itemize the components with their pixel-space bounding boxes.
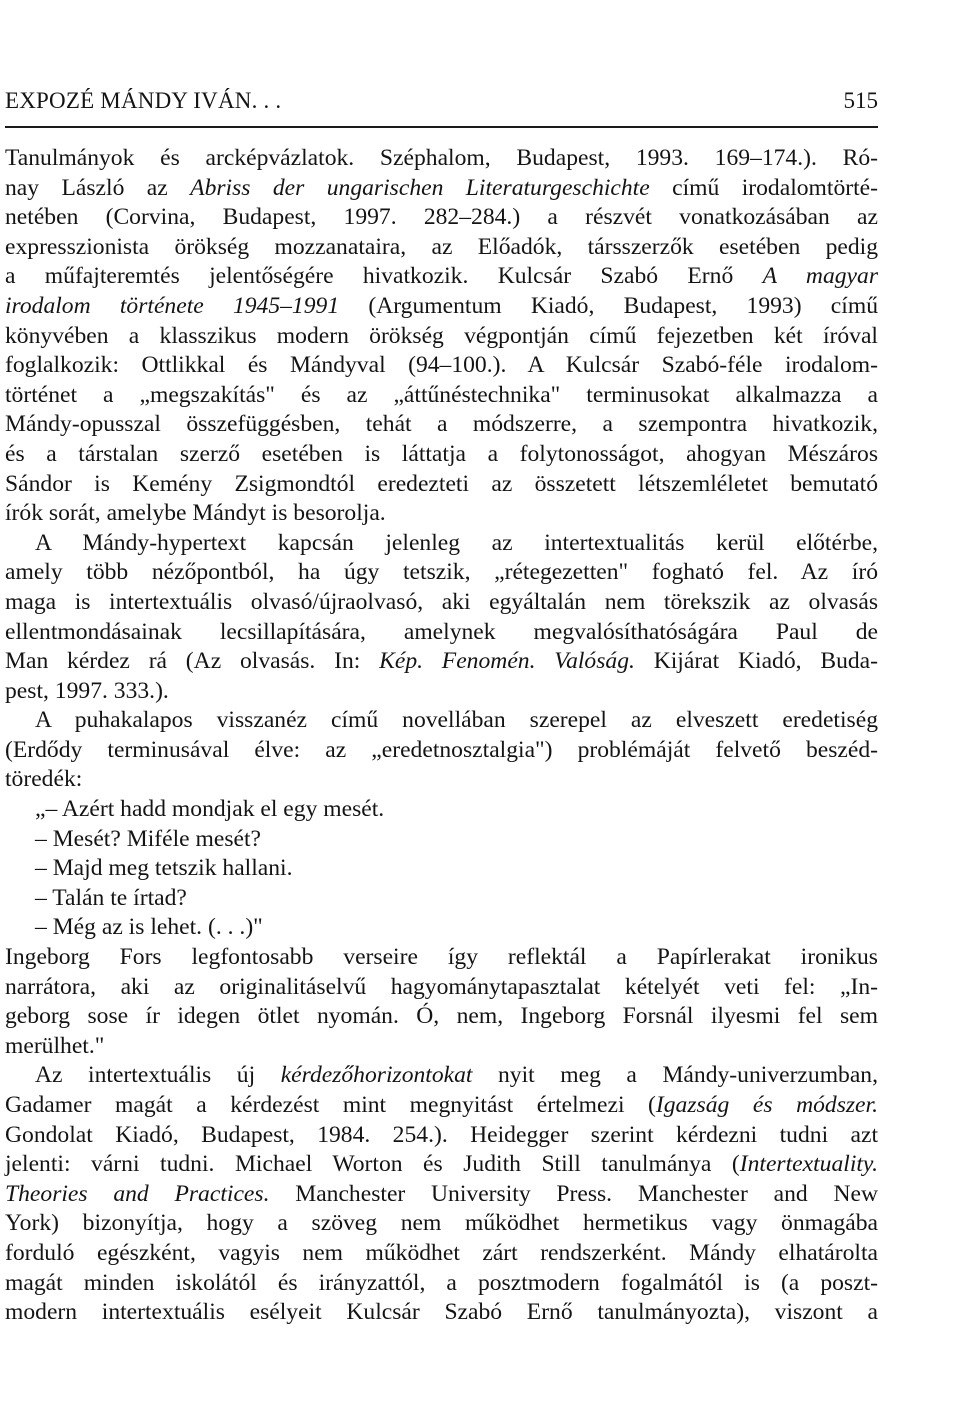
text-run: Sándor is Kemény Zsigmondtól eredezteti az összetett létszemléletet bemutató xyxy=(5,470,878,497)
text-run: történet a „megszakítás" és az „áttűnéstechnika" terminusokat alkalmazza a xyxy=(5,381,878,408)
text-run: Mándy-opusszal összefüggésben, tehát a módszerre, a szempontra hivatkozik, xyxy=(5,411,878,438)
text-line xyxy=(5,1061,878,1091)
text-line xyxy=(5,765,878,795)
text-line xyxy=(5,677,878,707)
dialogue-line: – Mesét? Miféle mesét? xyxy=(35,825,262,852)
text-line xyxy=(5,973,878,1003)
text-run: Man kérdez rá (Az olvasás. In: xyxy=(5,648,380,675)
text-run: A puhakalapos visszanéz című novellában szerepel az elveszett eredetiség xyxy=(35,707,878,734)
text-run: pest, 1997. 333.). xyxy=(5,677,169,704)
text-run: és a társtalan szerző esetében is láttatja a folytonosságot, ahogyan Mészáros xyxy=(5,440,878,467)
text-line xyxy=(5,943,878,973)
text-line xyxy=(5,588,878,618)
text-run: Ingeborg Fors legfontosabb verseire így reflektál a Papírlerakat ironikus xyxy=(5,944,878,971)
text-run: nyit meg a Mándy-univerzumban, xyxy=(472,1062,879,1089)
text-run: című irodalomtörté- xyxy=(649,174,878,201)
text-line xyxy=(5,558,878,588)
dialogue-quote xyxy=(5,795,878,943)
text-run: Manchester University Press. Manchester and New xyxy=(269,1180,878,1207)
text-line xyxy=(5,470,878,500)
dialogue-line: „– Azért hadd mondjak el egy mesét. xyxy=(35,796,385,823)
text-run: modern intertextuális esélyeit Kulcsár Szabó Ernő tanulmányozta), viszont a xyxy=(5,1299,878,1326)
text-line xyxy=(5,1209,878,1239)
running-header xyxy=(5,86,878,116)
paragraph xyxy=(5,144,878,529)
dialogue-line: – Talán te írtad? xyxy=(35,884,187,911)
text-line xyxy=(5,1121,878,1151)
text-line xyxy=(5,499,878,529)
text-line xyxy=(5,1150,878,1180)
text-run: Gadamer magát a kérdezést mint megnyitást értelmezi ( xyxy=(5,1092,656,1118)
text-line xyxy=(5,736,878,766)
text-line xyxy=(5,1180,878,1210)
italic-text: Theories and Practices. xyxy=(5,1180,270,1207)
italic-text: Intertextuality. xyxy=(739,1151,878,1178)
text-line xyxy=(5,647,878,677)
text-run: geborg sose ír idegen ötlet nyomán. Ó, nem, Ingeborg Forsnál ilyesmi fel sem xyxy=(5,1003,878,1030)
text-line xyxy=(5,1239,878,1269)
text-run: Gondolat Kiadó, Budapest, 1984. 254.). Heidegger szerint kérdezni tudni azt xyxy=(5,1121,878,1148)
text-line xyxy=(5,381,878,411)
italic-text: A magyar xyxy=(762,263,878,290)
text-run: Az intertextuális új xyxy=(35,1062,281,1089)
text-line xyxy=(5,440,878,470)
text-run: A Mándy-hypertext kapcsán jelenleg az intertextualitás kerül előtérbe, xyxy=(35,529,878,556)
text-run: töredék: xyxy=(5,766,83,793)
text-line xyxy=(5,144,878,174)
italic-text: Igazság és módszer. xyxy=(655,1092,878,1118)
text-run: foglalkozik: Ottlikkal és Mándyval (94–100.). A Kulcsár Szabó-féle irodalom- xyxy=(5,352,878,379)
text-line xyxy=(5,322,878,352)
text-run: (Argumentum Kiadó, Budapest, 1993) című xyxy=(339,292,878,319)
italic-text: Kép. Fenomén. Valóság. xyxy=(379,648,635,675)
body-text xyxy=(5,144,878,1328)
text-run: maga is intertextuális olvasó/újraolvasó, aki egyáltalán nem törekszik az olvasás xyxy=(5,588,878,615)
text-line xyxy=(5,618,878,648)
text-run: ellentmondásainak lecsillapítására, amelynek megvalósíthatóságára Paul de xyxy=(5,618,878,645)
text-run: nay László az xyxy=(5,174,191,201)
text-line xyxy=(5,1032,878,1062)
text-run: könyvében a klasszikus modern örökség végpontján című fejezetben két íróval xyxy=(5,322,878,349)
text-run: netében (Corvina, Budapest, 1997. 282–284.) a részvét vonatkozásában az xyxy=(5,204,878,231)
dialogue-line: – Majd meg tetszik hallani. xyxy=(35,855,293,882)
text-line xyxy=(5,410,878,440)
text-line xyxy=(5,529,878,559)
paragraph xyxy=(5,943,878,1061)
running-title: EXPOZÉ MÁNDY IVÁN. . . xyxy=(5,88,282,113)
text-line xyxy=(5,1091,878,1121)
text-line xyxy=(5,1002,878,1032)
text-line xyxy=(5,351,878,381)
text-run: forduló egészként, vagyis nem működhet zárt rendszerként. Mándy elhatárolta xyxy=(5,1239,878,1266)
italic-text: irodalom története 1945–1991 xyxy=(5,292,340,319)
paragraph xyxy=(5,529,878,707)
header-rule xyxy=(5,126,878,128)
text-run: narrátora, aki az originalitáselvű hagyománytapasztalat kételyét veti fel: „In- xyxy=(5,973,878,1000)
text-line xyxy=(5,706,878,736)
text-run: a műfajteremtés jelentőségére hivatkozik. Kulcsár Szabó Ernő xyxy=(5,263,763,290)
italic-text: kérdezőhorizontokat xyxy=(280,1062,473,1089)
text-run: amely több nézőpontból, ha úgy tetszik, „rétegezetten" fogható fel. Az író xyxy=(5,559,878,586)
text-line xyxy=(5,203,878,233)
text-run: merülhet." xyxy=(5,1032,105,1059)
page-number: 515 xyxy=(843,88,878,113)
text-line xyxy=(5,233,878,263)
text-line xyxy=(5,1298,878,1328)
italic-text: Abriss der ungarischen Literaturgeschichte xyxy=(190,174,650,201)
paragraph xyxy=(5,706,878,795)
text-run: expresszionista örökség mozzanataira, az Előadók, társszerzők esetében pedig xyxy=(5,233,878,260)
dialogue-line: – Még az is lehet. (. . .)" xyxy=(35,914,263,941)
text-line xyxy=(5,174,878,204)
text-run: York) bizonyítja, hogy a szöveg nem működhet hermetikus vagy önmagába xyxy=(5,1210,878,1237)
text-run: jelenti: várni tudni. Michael Worton és Judith Still tanulmánya ( xyxy=(5,1151,740,1178)
text-line xyxy=(5,262,878,292)
text-line xyxy=(5,292,878,322)
text-run: írók sorát, amelybe Mándyt is besorolja. xyxy=(5,500,386,527)
text-run: (Erdődy terminusával élve: az „eredetnosztalgia") problémáját felvető beszéd- xyxy=(5,736,878,763)
paragraph xyxy=(5,1061,878,1327)
text-run: magát minden iskolától és irányzattól, a posztmodern fogalmától is (a poszt- xyxy=(5,1269,878,1296)
text-line xyxy=(5,1269,878,1299)
text-run: Tanulmányok és arcképvázlatok. Széphalom, Budapest, 1993. 169–174.). Ró- xyxy=(5,145,878,171)
text-run: Kijárat Kiadó, Buda- xyxy=(634,648,878,675)
